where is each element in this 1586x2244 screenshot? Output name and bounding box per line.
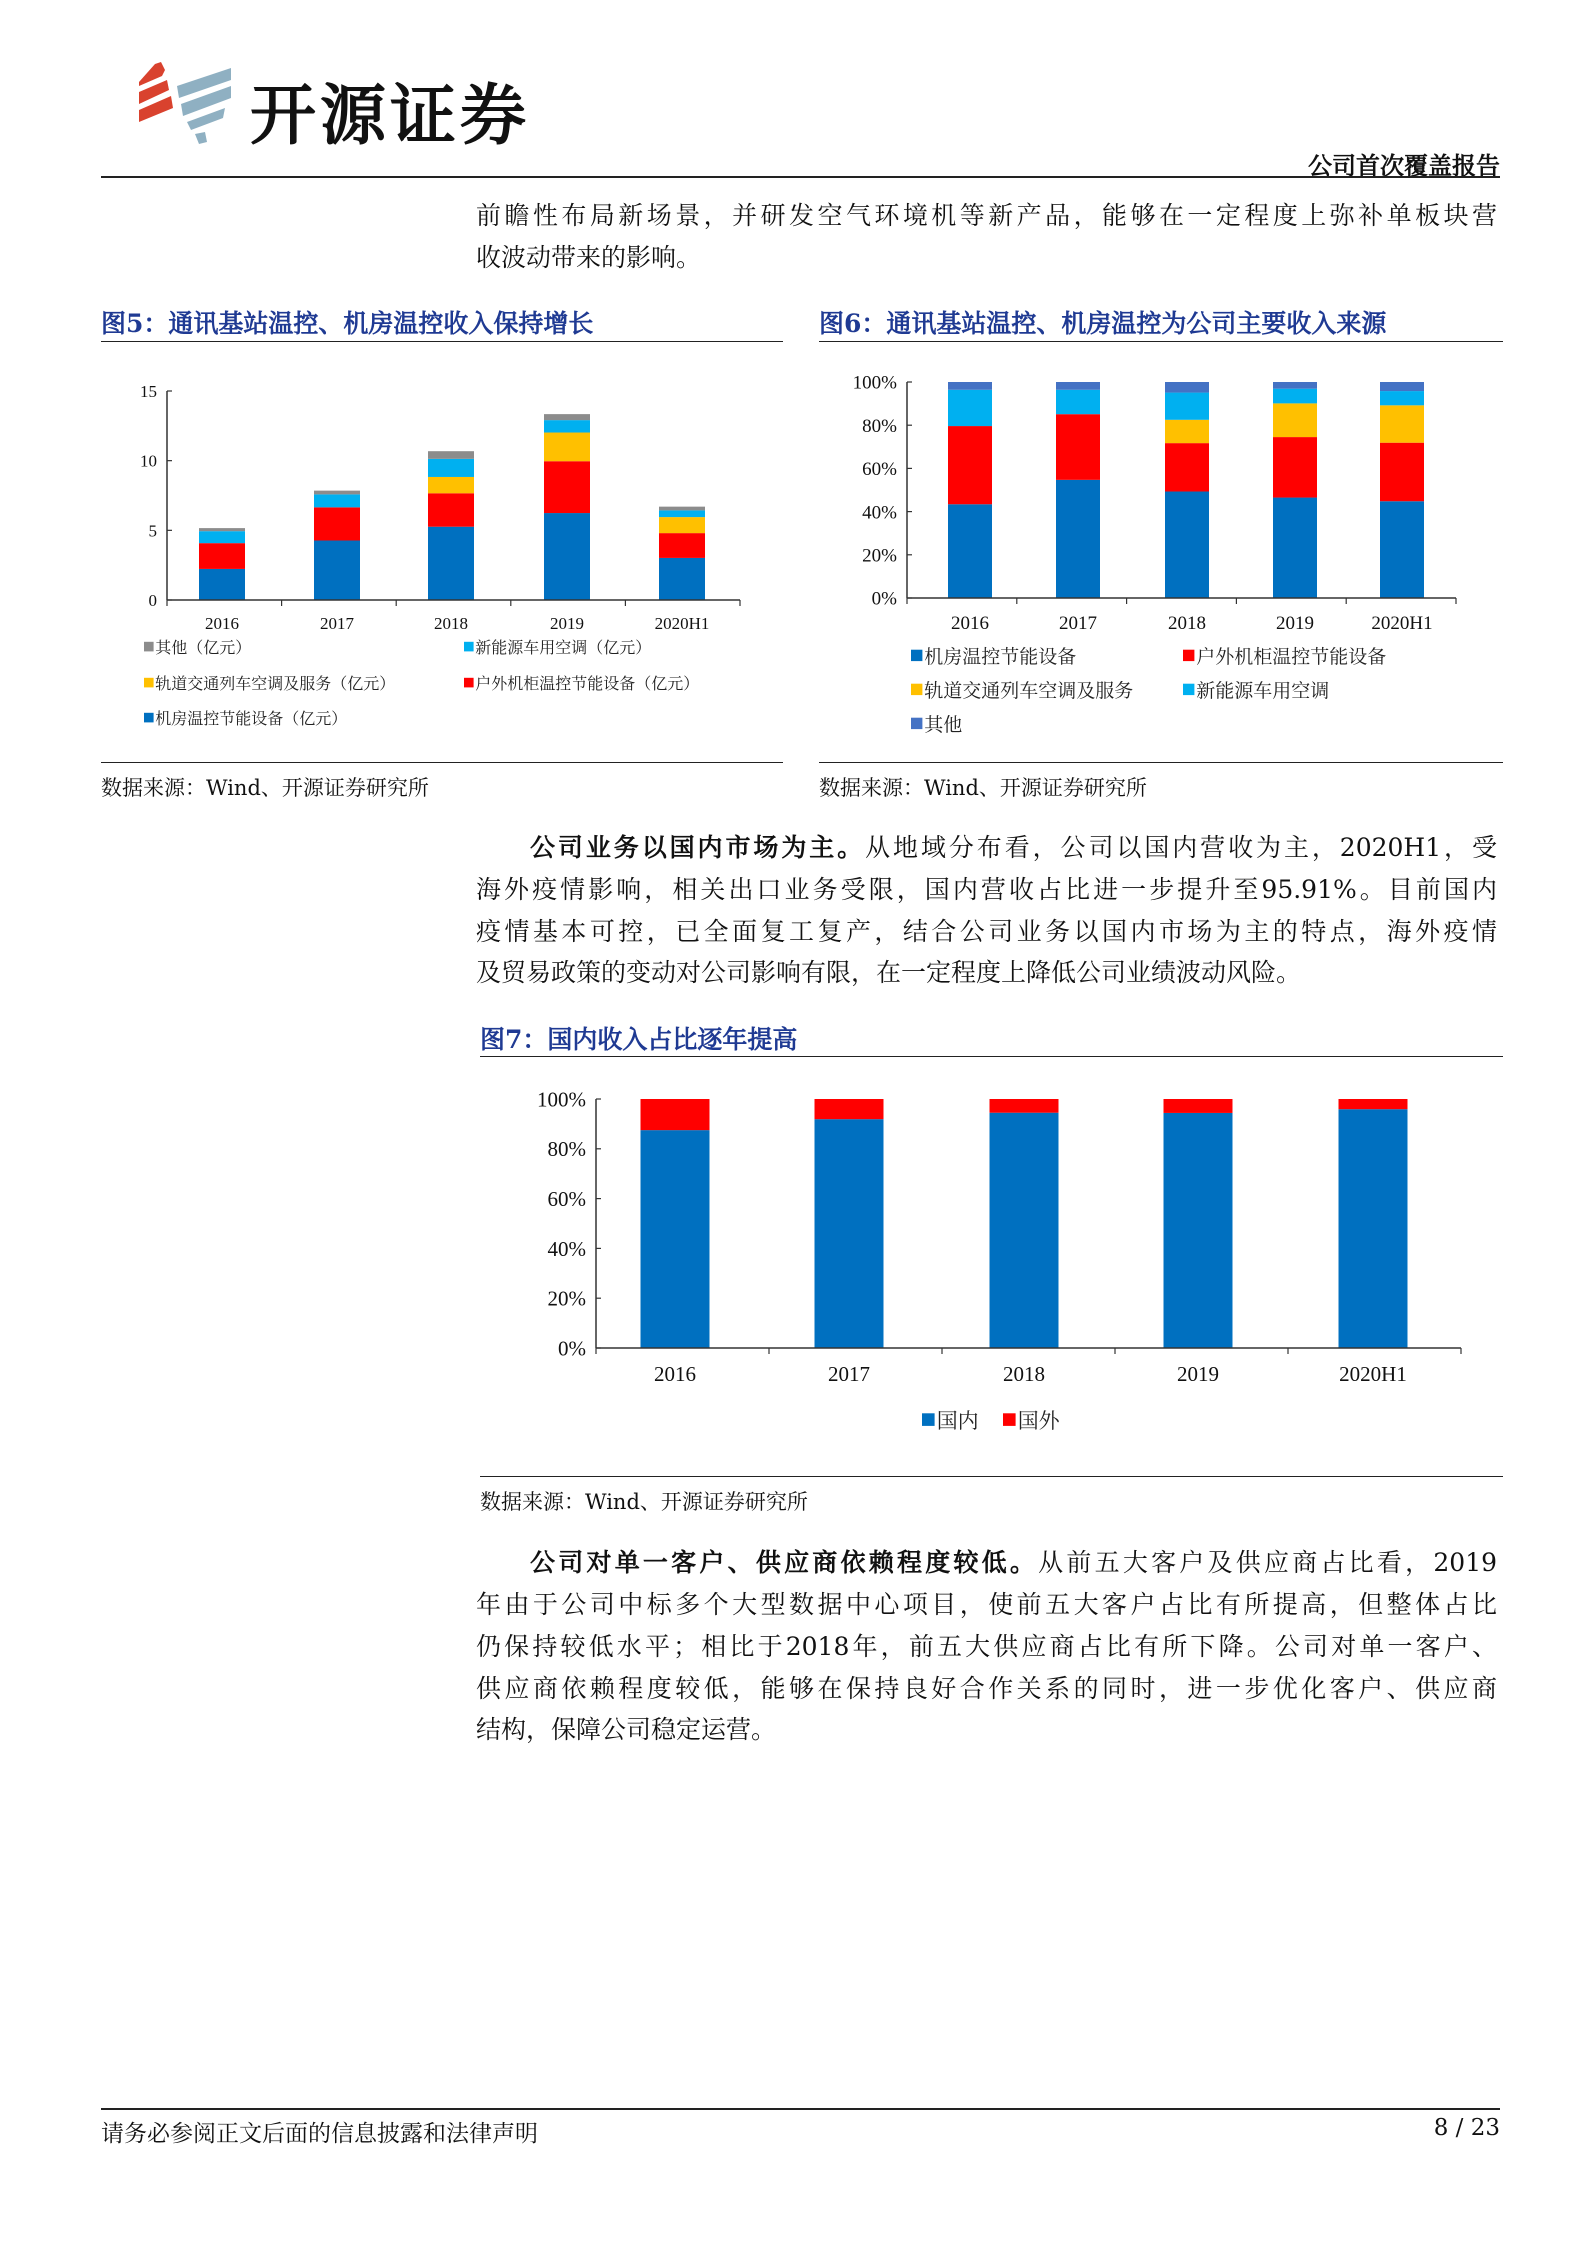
legend-label: 其他 [924, 715, 963, 736]
y-tick-label: 20% [862, 545, 897, 567]
chart-7 [537, 1087, 1461, 1433]
paragraph-line: 海外疫情影响，相关出口业务受限，国内营收占比进一步提升至95.91%。目前国内 [476, 875, 1497, 904]
paragraph-text: 从地域分布看，公司以国内营收为主，2020H1，受 [865, 833, 1497, 862]
legend-label: 户外机柜温控节能设备 [1196, 647, 1387, 668]
figure-5-title: 图5：通讯基站温控、机房温控收入保持增长 [101, 309, 594, 338]
legend-label: 国内 [936, 1409, 979, 1433]
bar-segment [199, 543, 245, 569]
x-tick-label: 2016 [654, 1362, 696, 1386]
bar-segment [544, 513, 590, 600]
bar-segment [544, 433, 590, 462]
bar-segment [1273, 389, 1317, 404]
bar-segment [544, 414, 590, 420]
legend-swatch [911, 684, 922, 695]
bar-segment [1165, 393, 1209, 420]
bar-segment [815, 1099, 884, 1119]
legend-label: 新能源车用空调（亿元） [475, 640, 652, 657]
bar-segment [659, 510, 705, 517]
chart-6 [853, 373, 1456, 736]
paragraph-line: 结构，保障公司稳定运营。 [476, 1715, 777, 1744]
paragraph-line: 疫情基本可控，已全面复工复产，结合公司业务以国内市场为主的特点，海外疫情 [476, 917, 1497, 946]
bar-segment [1056, 390, 1100, 414]
legend-swatch [464, 642, 474, 652]
bar-segment [1165, 492, 1209, 598]
y-tick-label: 5 [148, 521, 157, 541]
bar-segment [1273, 437, 1317, 497]
bar-segment [314, 494, 360, 507]
legend-swatch [144, 642, 154, 652]
bar-segment [659, 558, 705, 600]
brand-name: 开源证券 [250, 77, 530, 154]
bar-segment [1056, 480, 1100, 598]
legend-label: 轨道交通列车空调及服务（亿元） [155, 676, 396, 693]
legend-label: 轨道交通列车空调及服务 [924, 681, 1134, 702]
legend-swatch [1183, 650, 1194, 661]
figure-6-source: 数据来源：Wind、开源证券研究所 [819, 776, 1147, 800]
bar-segment [1339, 1109, 1408, 1348]
x-tick-label: 2016 [205, 614, 239, 633]
paragraph-line: 年由于公司中标多个大型数据中心项目，使前五大客户占比有所提高，但整体占比 [476, 1590, 1497, 1619]
bar-segment [1273, 403, 1317, 437]
y-tick-label: 60% [862, 459, 897, 481]
x-tick-label: 2017 [1059, 613, 1097, 634]
page-number: 8 / 23 [1433, 2115, 1500, 2141]
bar-segment [641, 1099, 710, 1130]
bar-segment [199, 531, 245, 543]
bar-segment [314, 491, 360, 495]
bar-segment [1380, 443, 1424, 502]
legend-label: 机房温控节能设备 [924, 647, 1077, 668]
bar-segment [948, 426, 992, 504]
x-tick-label: 2019 [1276, 613, 1314, 634]
bar-segment [1380, 405, 1424, 442]
bar-segment [1273, 498, 1317, 598]
paragraph-lead: 公司对单一客户、供应商依赖程度较低。 [530, 1548, 1039, 1577]
legend-label: 国外 [1017, 1409, 1060, 1433]
paragraph-text: 从前五大客户及供应商占比看，2019 [1038, 1548, 1498, 1577]
bar-segment [641, 1130, 710, 1348]
bar-segment [1164, 1113, 1233, 1348]
x-tick-label: 2017 [320, 614, 354, 633]
y-tick-label: 80% [547, 1137, 586, 1162]
legend-swatch [1003, 1413, 1016, 1426]
bar-segment [948, 390, 992, 426]
y-tick-label: 100% [537, 1087, 586, 1112]
figure-6-title: 图6：通讯基站温控、机房温控为公司主要收入来源 [819, 309, 1387, 338]
bar-segment [1380, 501, 1424, 598]
bar-segment [314, 541, 360, 600]
bar-segment [990, 1099, 1059, 1113]
bar-segment [1165, 382, 1209, 393]
legend-label: 机房温控节能设备（亿元） [155, 711, 348, 728]
figure-7-title: 图7：国内收入占比逐年提高 [480, 1025, 798, 1054]
bar-segment [1339, 1099, 1408, 1109]
bar-segment [1380, 382, 1424, 391]
bar-segment [1273, 382, 1317, 389]
bar-segment [544, 461, 590, 513]
bar-segment [1165, 420, 1209, 443]
y-tick-label: 15 [140, 381, 157, 401]
bar-segment [314, 507, 360, 540]
paragraph-lead: 公司业务以国内市场为主。 [530, 833, 866, 862]
y-tick-label: 80% [862, 415, 897, 437]
chart-5 [140, 382, 740, 728]
x-tick-label: 2019 [1177, 1362, 1219, 1386]
bar-segment [544, 420, 590, 432]
y-tick-label: 100% [852, 372, 897, 394]
bar-segment [428, 477, 474, 493]
bar-segment [428, 451, 474, 459]
bar-segment [199, 528, 245, 531]
bar-segment [659, 517, 705, 533]
y-tick-label: 60% [547, 1186, 586, 1211]
legend-swatch [144, 713, 154, 723]
x-tick-label: 2020H1 [1371, 613, 1433, 634]
bar-segment [948, 382, 992, 390]
y-tick-label: 40% [547, 1236, 586, 1261]
x-tick-label: 2020H1 [1339, 1362, 1407, 1386]
bar-segment [1056, 382, 1100, 390]
legend-swatch [464, 678, 474, 688]
y-tick-label: 40% [862, 502, 897, 524]
x-tick-label: 2018 [1003, 1362, 1045, 1386]
legend-label: 其他（亿元） [155, 640, 252, 657]
bar-segment [199, 569, 245, 600]
bar-segment [1164, 1099, 1233, 1113]
bar-segment [1056, 414, 1100, 480]
x-tick-label: 2018 [1168, 613, 1206, 634]
x-tick-label: 2019 [550, 614, 584, 633]
bar-segment [659, 507, 705, 511]
bar-segment [428, 493, 474, 526]
paragraph-line: 及贸易政策的变动对公司影响有限，在一定程度上降低公司业绩波动风险。 [476, 958, 1302, 987]
bar-segment [990, 1113, 1059, 1348]
bar-segment [659, 533, 705, 558]
x-tick-label: 2016 [951, 613, 989, 634]
legend-swatch [922, 1413, 935, 1426]
x-tick-label: 2018 [434, 614, 468, 633]
paragraph-line: 前瞻性布局新场景，并研发空气环境机等新产品，能够在一定程度上弥补单板块营 [476, 201, 1497, 230]
footer-disclaimer: 请务必参阅正文后面的信息披露和法律声明 [101, 2121, 538, 2147]
legend-swatch [911, 650, 922, 661]
bar-segment [1380, 391, 1424, 405]
legend-label: 新能源车用空调 [1196, 681, 1330, 702]
legend-swatch [144, 678, 154, 688]
legend-swatch [911, 718, 922, 729]
y-tick-label: 0% [871, 588, 897, 610]
y-tick-label: 10 [140, 451, 157, 471]
legend-swatch [1183, 684, 1194, 695]
figure-5-source: 数据来源：Wind、开源证券研究所 [101, 776, 429, 800]
report-type: 公司首次覆盖报告 [1308, 151, 1500, 180]
figure-7-source: 数据来源：Wind、开源证券研究所 [480, 1490, 808, 1514]
bar-segment [1165, 443, 1209, 491]
legend-label: 户外机柜温控节能设备（亿元） [475, 676, 700, 693]
y-tick-label: 0% [558, 1336, 586, 1361]
paragraph-line: 收波动带来的影响。 [476, 243, 702, 272]
bar-segment [815, 1119, 884, 1348]
y-tick-label: 20% [547, 1286, 586, 1311]
x-tick-label: 2017 [828, 1362, 870, 1386]
bar-segment [948, 504, 992, 598]
bar-segment [428, 459, 474, 477]
paragraph-line: 供应商依赖程度较低，能够在保持良好合作关系的同时，进一步优化客户、供应商 [476, 1674, 1497, 1703]
paragraph-line: 仍保持较低水平；相比于2018年，前五大供应商占比有所下降。公司对单一客户、 [476, 1632, 1497, 1661]
x-tick-label: 2020H1 [654, 614, 710, 633]
bar-segment [428, 527, 474, 600]
y-tick-label: 0 [148, 590, 157, 610]
